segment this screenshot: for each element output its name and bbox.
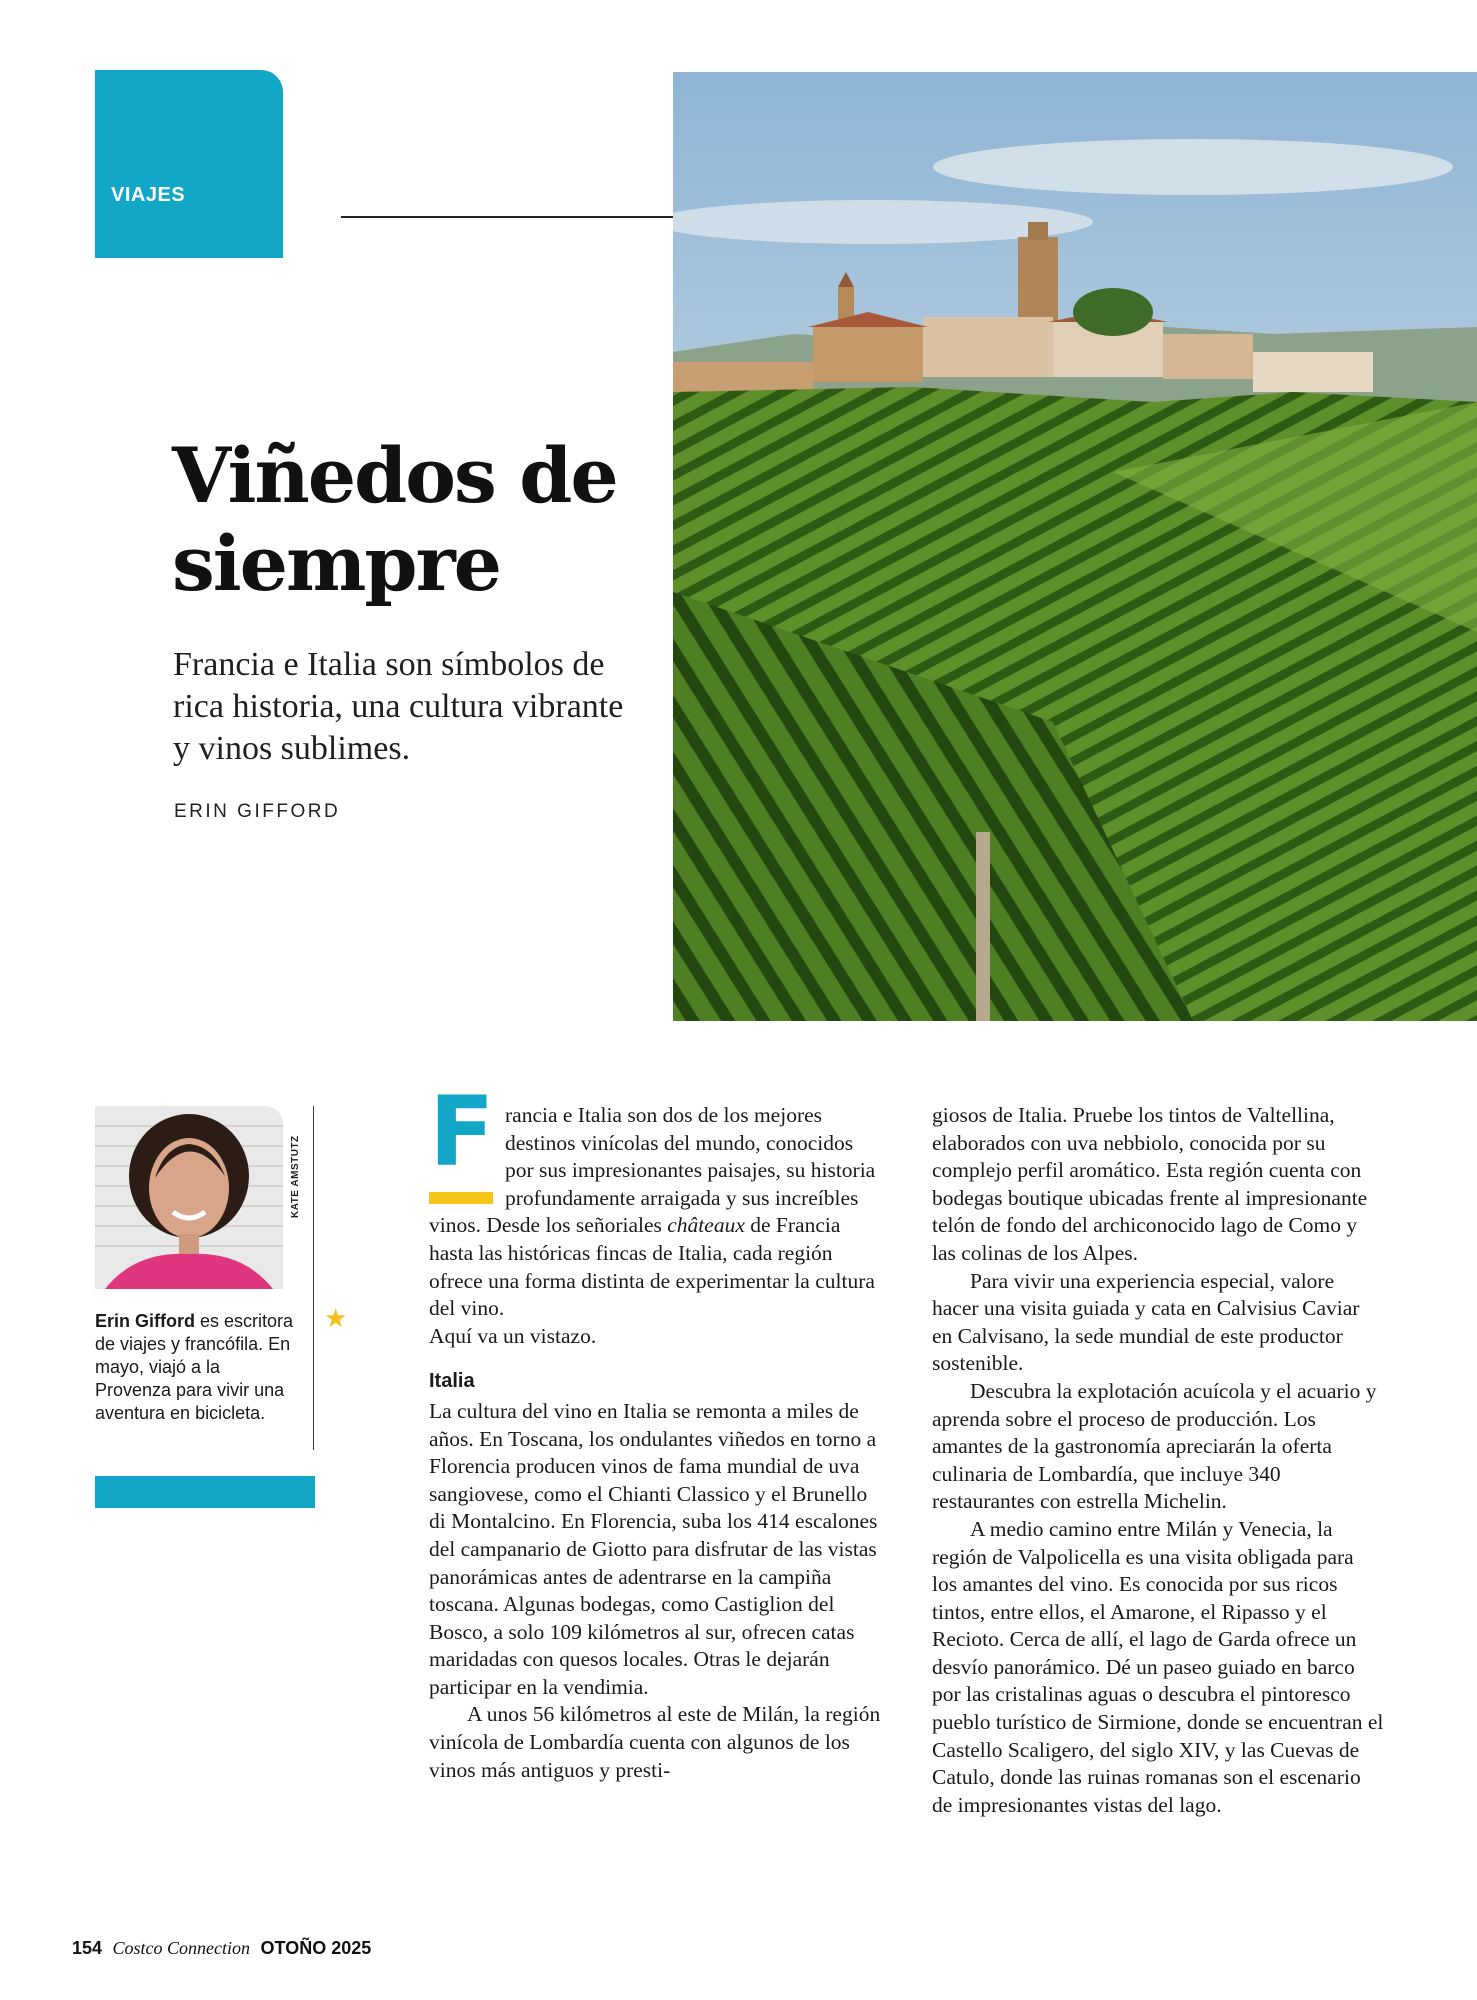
star-icon: ★ <box>324 1304 348 1334</box>
intro-text-end: de Francia hasta las históricas fincas de Italia, cada región ofrece una forma distinta de experimentar la cultura del vino. <box>429 1213 875 1321</box>
section-tag-label: VIAJES <box>111 184 186 206</box>
byline: ERIN GIFFORD <box>174 801 341 822</box>
drop-cap <box>429 1076 495 1188</box>
paragraph-3: Para vivir una experiencia especial, valore hacer una visita guiada y cata en Calvisius Caviar en Calvisano, la sede mundial de este productor sostenible. <box>932 1268 1360 1376</box>
article-column-2 <box>932 1102 1384 1819</box>
drop-cap-letter: F <box>429 1076 495 1188</box>
hero-photo-vineyard <box>673 72 1477 1021</box>
page-footer <box>72 1938 371 1959</box>
drop-cap-underline <box>429 1192 493 1204</box>
photo-credit: KATE AMSTUTZ <box>290 1135 301 1218</box>
author-name: Erin Gifford <box>95 1311 195 1331</box>
paragraph-5: A medio camino entre Milán y Venecia, la región de Valpolicella es una visita obligada para los amantes del vino. Es conocida por sus ricos tintos, entre ellos, el Amarone, el Ripasso y el Recioto. Cerca de allí, el lago de Garda ofrece un desvío panorámico. Dé un paseo guiado en barco por las cristalinas aguas o descubra el pintoresco pueblo turístico de Sirmione, donde se encuentran el Castello Scaligero, del siglo XIV, y las Cuevas de Catulo, donde las ruinas romanas son el escenario de impresionantes vistas del lago. <box>932 1516 1384 1817</box>
section-heading-italia: Italia <box>429 1370 475 1393</box>
section-tag <box>95 70 283 258</box>
dek: Francia e Italia son símbolos de rica historia, una cultura vibrante y vinos sublimes. <box>173 646 624 767</box>
paragraph-2-start: A unos 56 kilómetros al este de Milán, la región vinícola de Lombardía cuenta con algunos de los vinos más antiguos y presti- <box>429 1702 881 1782</box>
article-column-1 <box>429 1076 881 1784</box>
bio-divider <box>313 1106 314 1450</box>
intro-text: rancia e Italia son dos de los mejores destinos vinícolas del mundo, conocidos por sus impresionantes paisajes, su historia profundamente arraigada y sus increíbles vinos. Desde los señoriales <box>429 1103 876 1238</box>
author-bio-text: es escritora de viajes y francófila. En mayo, viajó a la Provenza para vivir una aventura en bicicleta. <box>95 1311 294 1423</box>
intro-last-line: Aquí va un vistazo. <box>429 1323 597 1348</box>
bio-accent-bar <box>95 1476 315 1508</box>
page-number: 154 <box>72 1938 103 1958</box>
author-photo <box>95 1106 283 1289</box>
intro-italic: châteaux <box>667 1213 745 1238</box>
author-bio <box>95 1310 300 1425</box>
header-rule <box>341 216 673 218</box>
paragraph-4: Descubra la explotación acuícola y el acuario y aprenda sobre el proceso de producción. Los amantes de la gastronomía apreciarán la oferta culinaria de Lombardía, que incluye 340 restaurantes con estrella Michelin. <box>932 1378 1377 1514</box>
issue-season: OTOÑO 2025 <box>260 1938 372 1958</box>
headline: Viñedos de siempre <box>172 431 617 608</box>
intro-paragraph <box>429 1102 881 1323</box>
paragraph-1: La cultura del vino en Italia se remonta a miles de años. En Toscana, los ondulantes viñedos en torno a Florencia producen vinos de fama mundial de uva sangiovese, como el Chianti Classico y el Brunello di Montalcino. En Florencia, suba los 414 escalones del campanario de Giotto para disfrutar de las vistas panorámicas antes de adentrarse en la campiña toscana. Algunas bodegas, como Castiglion del Bosco, a solo 109 kilómetros al sur, ofrecen catas maridadas con quesos locales. Otras le dejarán participar en la vendimia. <box>429 1398 878 1699</box>
paragraph-2-end: giosos de Italia. Pruebe los tintos de Valtellina, elaborados con uva nebbiolo, conocida por su complejo perfil aromático. Esta región cuenta con bodegas boutique ubicadas frente al impresionante telón de fondo del archiconocido lago de Como y las colinas de los Alpes. <box>932 1103 1368 1265</box>
magazine-name: Costco Connection <box>112 1938 251 1958</box>
